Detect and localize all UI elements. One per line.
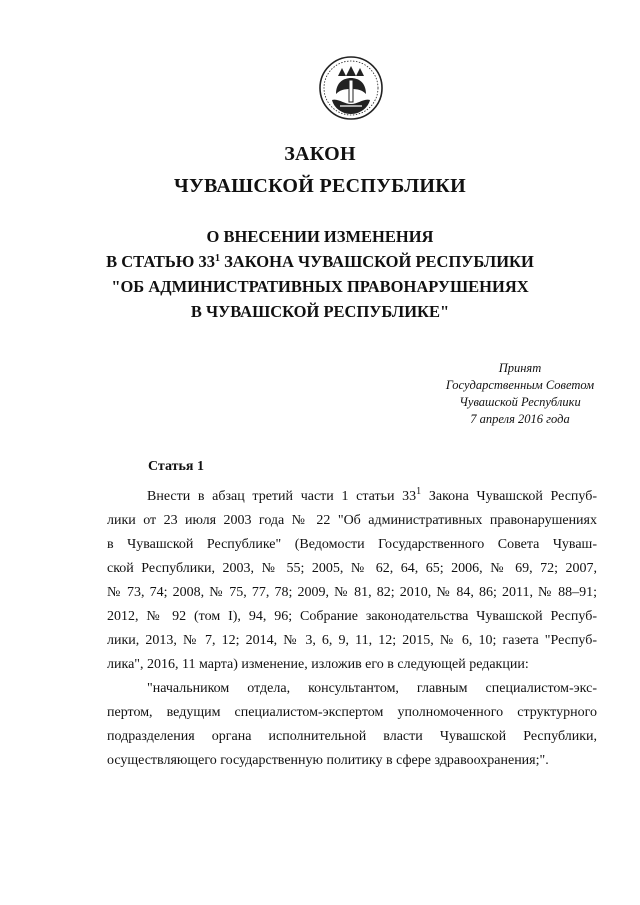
quote-line: осуществляющего государственную политику в сфере здравоохранения;". [107, 753, 549, 768]
superscript: 1 [416, 486, 422, 497]
article-line [107, 485, 597, 509]
article-line: лики от 23 июля 2003 года № 22 "Об административных правонарушениях [107, 513, 597, 528]
adoption-line: Государственным Советом [445, 378, 595, 392]
superscript: 1 [214, 253, 220, 264]
article-heading: Статья 1 [148, 459, 204, 474]
article-body [107, 485, 597, 773]
quote-line: "начальником отдела, консультантом, главным специалистом-экс- [147, 681, 597, 696]
quote-line: пертом, ведущим специалистом-экспертом уполномоченного структурного [107, 705, 597, 720]
law-title: ЗАКОН [284, 143, 356, 165]
law-subtitle [0, 224, 640, 324]
article-line: № 73, 74; 2008, № 75, 77, 78; 2009, № 81, 82; 2010, № 84, 86; 2011, № 88–91; [107, 585, 597, 600]
quote-line: подразделения органа исполнительной власти Чувашской Республики, [107, 729, 597, 744]
subtitle-line [0, 249, 640, 274]
subtitle-line: "ОБ АДМИНИСТРАТИВНЫХ ПРАВОНАРУШЕНИЯХ [111, 277, 529, 296]
article-line: лика", 2016, 11 марта) изменение, изложив его в следующей редакции: [107, 657, 529, 672]
adoption-line: Принят [498, 361, 542, 375]
article-line: лики, 2013, № 7, 12; 2014, № 3, 6, 9, 11, 12; 2015, № 6, 10; газета "Респуб- [107, 633, 597, 648]
article-line: 2012, № 92 (том I), 94, 96; Собрание законодательства Чувашской Респуб- [107, 609, 597, 624]
subtitle-line-text: В СТАТЬЮ 33 [106, 252, 215, 271]
article-line-text: Внести в абзац третий части 1 статьи 33 [147, 489, 417, 504]
article-line: в Чувашской Республике" (Ведомости Государственного Совета Чуваш- [107, 537, 597, 552]
subtitle-line: О ВНЕСЕНИИ ИЗМЕНЕНИЯ [206, 227, 434, 246]
adoption-line: Чувашской Республики [459, 395, 581, 409]
subtitle-line-text: ЗАКОНА ЧУВАШСКОЙ РЕСПУБЛИКИ [219, 252, 534, 271]
coat-of-arms-emblem [318, 54, 384, 122]
adoption-note [400, 360, 640, 428]
law-republic-title: ЧУВАШСКОЙ РЕСПУБЛИКИ [174, 175, 466, 197]
article-line-text: Закона Чувашской Респуб- [421, 489, 598, 504]
subtitle-line: В ЧУВАШСКОЙ РЕСПУБЛИКЕ" [190, 302, 450, 321]
article-line: ской Республики, 2003, № 55; 2005, № 62, 64, 65; 2006, № 69, 72; 2007, [107, 561, 597, 576]
adoption-date: 7 апреля 2016 года [470, 412, 570, 426]
